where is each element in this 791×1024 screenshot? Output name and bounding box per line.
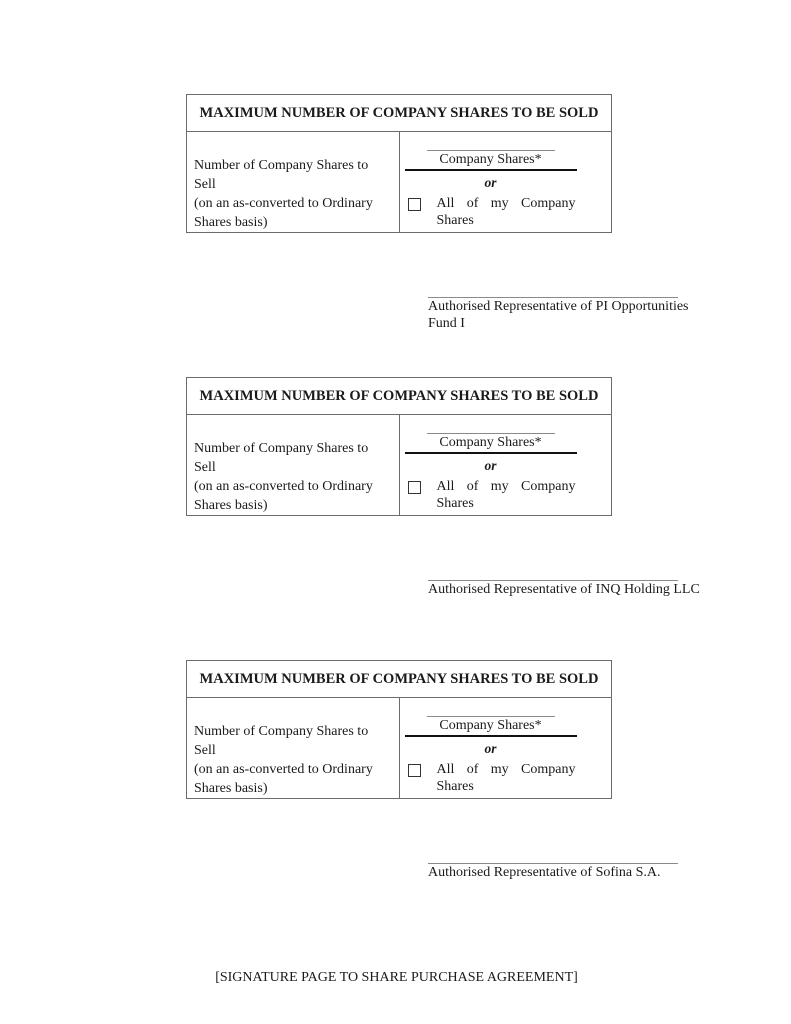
all-shares-checkbox[interactable]	[408, 481, 421, 494]
max-shares-table-1	[186, 94, 612, 233]
all-shares-label	[437, 195, 576, 229]
all-shares-label-line1: All of my Company	[436, 762, 576, 777]
share-count-blank-field[interactable]	[427, 150, 555, 151]
all-shares-checkbox[interactable]	[408, 198, 421, 211]
shares-input-cell	[399, 132, 612, 233]
shares-description-cell	[187, 698, 400, 799]
max-shares-table-2	[186, 377, 612, 516]
company-shares-label: Company Shares*	[439, 718, 542, 733]
shares-description-cell	[187, 132, 400, 233]
shares-input-cell	[399, 415, 612, 516]
divider	[405, 452, 577, 454]
table-header: MAXIMUM NUMBER OF COMPANY SHARES TO BE SOLD	[187, 378, 612, 415]
page-footer	[0, 970, 791, 986]
or-label: or	[484, 175, 497, 190]
shares-description-cell	[187, 415, 400, 516]
all-shares-label-line2: Shares	[436, 779, 474, 794]
shares-input-cell	[399, 698, 612, 799]
share-count-blank-field[interactable]	[427, 433, 555, 434]
share-count-blank-field[interactable]	[427, 716, 555, 717]
shares-description-line2: (on an as-converted to Ordinary Shares basis)	[194, 196, 373, 230]
shares-description-line1: Number of Company Shares to Sell	[194, 158, 369, 192]
all-shares-label-line2: Shares	[436, 496, 474, 511]
shares-description-line2: (on an as-converted to Ordinary Shares basis)	[194, 762, 373, 796]
shares-description-line1: Number of Company Shares to Sell	[194, 441, 369, 475]
divider	[405, 169, 577, 171]
shares-description-line2: (on an as-converted to Ordinary Shares basis)	[194, 479, 373, 513]
company-shares-label: Company Shares*	[439, 152, 542, 167]
table-header: MAXIMUM NUMBER OF COMPANY SHARES TO BE SOLD	[187, 95, 612, 132]
or-label: or	[484, 458, 497, 473]
signature-page-caption: [SIGNATURE PAGE TO SHARE PURCHASE AGREEMENT]	[215, 970, 578, 985]
all-shares-label-line1: All of my Company	[436, 196, 576, 211]
or-label: or	[484, 741, 497, 756]
table-header: MAXIMUM NUMBER OF COMPANY SHARES TO BE SOLD	[187, 661, 612, 698]
all-shares-label-line2: Shares	[436, 213, 474, 228]
all-shares-label-line1: All of my Company	[436, 479, 576, 494]
divider	[405, 735, 577, 737]
signatory-label-2: Authorised Representative of INQ Holding LLC	[428, 582, 700, 597]
all-shares-label	[437, 761, 576, 795]
all-shares-label	[437, 478, 576, 512]
company-shares-label: Company Shares*	[439, 435, 542, 450]
all-shares-checkbox[interactable]	[408, 764, 421, 777]
max-shares-table-3	[186, 660, 612, 799]
signatory-label-3: Authorised Representative of Sofina S.A.	[428, 865, 661, 880]
signatory-label-1: Authorised Representative of PI Opportunities Fund I	[428, 299, 689, 331]
shares-description-line1: Number of Company Shares to Sell	[194, 724, 369, 758]
